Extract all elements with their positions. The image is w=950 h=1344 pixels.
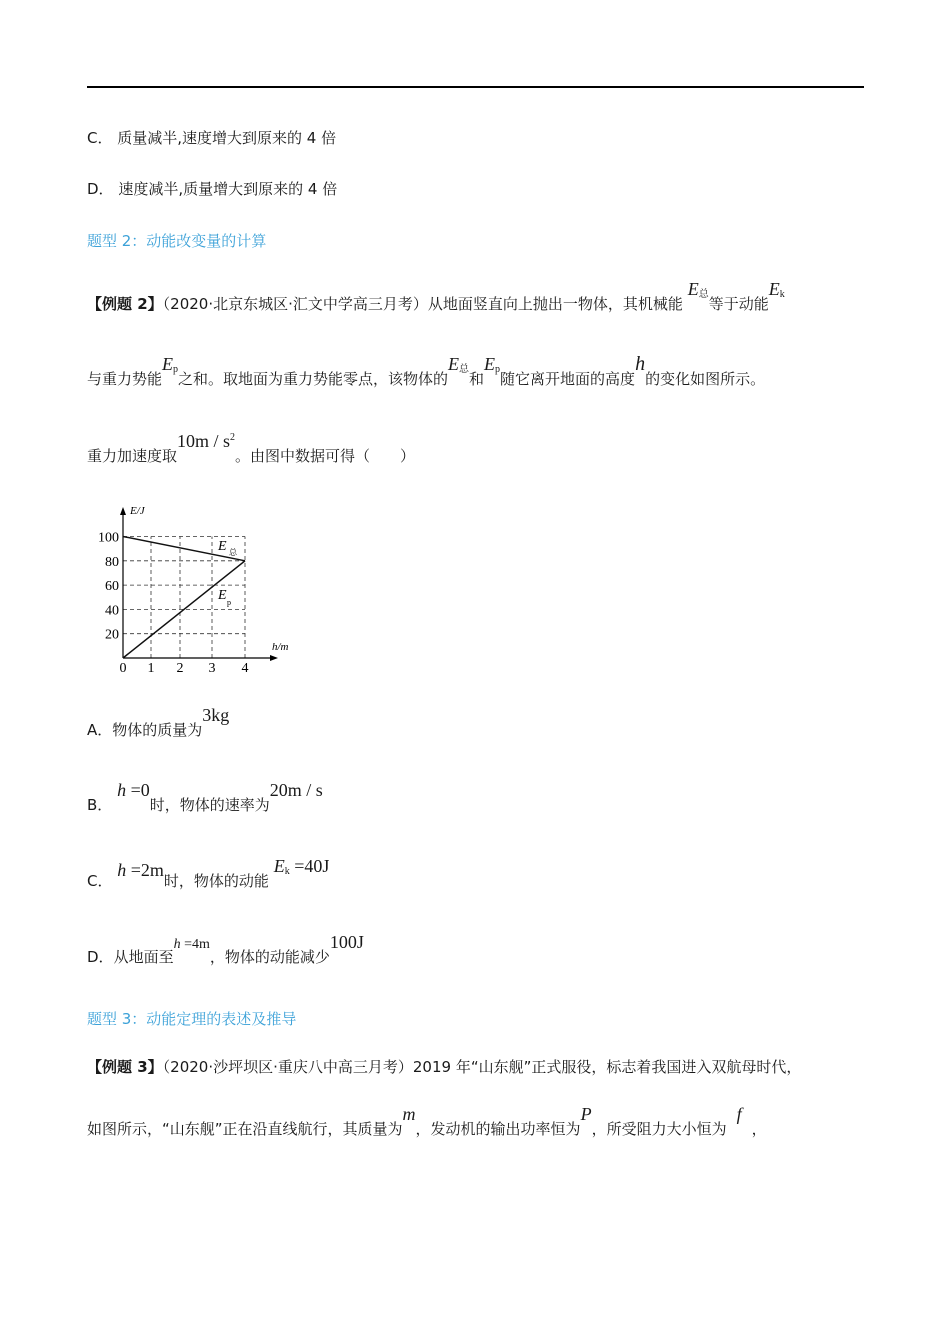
section-title-3: 题型 3：动能定理的表述及推导 (87, 1010, 297, 1028)
option-letter: C． (87, 129, 113, 147)
series-label: E (218, 539, 227, 554)
math-g: $10m / s^2$ (177, 431, 236, 451)
text: ，发动机的输出功率恒为 (415, 1120, 581, 1138)
text: 如图所示，“山东舰”正在沿直线航行，其质量为 (87, 1120, 403, 1138)
series-label-sub: 总 (229, 548, 237, 557)
option-text: 质量减半,速度增大到原来的 4 倍 (117, 129, 337, 147)
example3-line2 (87, 1104, 767, 1140)
y-tick-label: 20 (105, 627, 119, 643)
text: ，物体的动能减少 (209, 948, 330, 966)
text: 与重力势能 (87, 370, 163, 388)
math-ep: $E_p$ (162, 354, 179, 375)
x-tick-label: 2 (176, 661, 184, 676)
example2-line1 (87, 279, 785, 320)
math-h: h (635, 353, 646, 375)
option-letter: C． (87, 872, 113, 890)
math-e-total: $E_总$ (448, 354, 470, 375)
math-e-total: $E_总$ (687, 279, 709, 300)
y-tick-label: 100 (98, 530, 119, 546)
y-axis-label: E/J (130, 505, 145, 517)
option2-c (87, 856, 330, 897)
text: ，所受阻力大小恒为 (591, 1120, 727, 1138)
x-tick-label: 3 (208, 661, 216, 676)
option2-d (87, 932, 364, 970)
math-h-eq: h =0 (117, 780, 150, 800)
math-speed: 20m / s (269, 780, 323, 800)
header-rule (87, 86, 864, 88)
text: 时，物体的动能 (163, 872, 269, 890)
example2-line2 (87, 353, 766, 395)
text: 2019 年“山东舰”正式服役，标志着我国进入双航母时代， (412, 1058, 802, 1076)
text: 时，物体的速率为 (149, 796, 270, 814)
math-f: f (736, 1104, 742, 1124)
text: 和 (469, 370, 485, 388)
energy-height-chart (88, 498, 298, 678)
series-line (123, 537, 245, 561)
math-m: m (402, 1104, 416, 1124)
text: 物体的质量为 (112, 721, 203, 739)
series-label: E (218, 588, 227, 603)
option-letter: D． (87, 180, 114, 198)
text: 之和。取地面为重力势能零点，该物体的 (178, 370, 449, 388)
y-tick-label: 60 (105, 579, 119, 595)
option-letter: A． (87, 721, 113, 739)
math-ek: $E_k$ (768, 279, 785, 300)
math-p: P (580, 1104, 592, 1124)
math-h-eq: h =4m (173, 937, 210, 952)
y-tick-label: 80 (105, 554, 119, 570)
option-c (87, 127, 336, 149)
text: 随它离开地面的高度 (500, 370, 636, 388)
option-letter: D． (87, 948, 114, 966)
text: 。由图中数据可得（ ） (235, 447, 416, 465)
option2-a (87, 705, 230, 741)
example-label: 【例题 3】 (87, 1058, 163, 1076)
math-energy: 100J (329, 932, 364, 952)
example-label: 【例题 2】 (87, 295, 163, 313)
example-source: （2020·北京东城区·汇文中学高三月考） (162, 295, 428, 313)
option-letter: B． (87, 796, 113, 814)
math-mass: 3kg (202, 705, 230, 725)
series-label-sub: p (227, 598, 231, 607)
text: 的变化如图所示。 (645, 370, 766, 388)
x-axis-label: h/m (272, 641, 289, 653)
example2-line3 (87, 431, 416, 467)
example3-line1 (87, 1056, 801, 1078)
text: 等于动能 (708, 295, 769, 313)
text: ， (751, 1120, 767, 1138)
y-axis-arrow (120, 507, 126, 515)
example-source: （2020·沙坪坝区·重庆八中高三月考） (162, 1058, 413, 1076)
option-text: 速度减半,质量增大到原来的 4 倍 (118, 180, 338, 198)
section-title-2: 题型 2：动能改变量的计算 (87, 232, 267, 250)
math-ek-eq: $E_k =40J$ (273, 856, 330, 877)
x-axis-arrow (270, 655, 278, 661)
series-line (123, 561, 245, 658)
math-ep: $E_p$ (484, 354, 501, 375)
option-d (87, 178, 337, 200)
text: 从地面竖直向上抛出一物体，其机械能 (427, 295, 683, 313)
x-tick-label: 1 (147, 661, 155, 676)
text: 重力加速度取 (87, 447, 178, 465)
x-tick-label: 4 (241, 661, 249, 676)
x-tick-label: 0 (119, 661, 127, 676)
option2-b (87, 780, 323, 816)
math-h-eq: h =2m (117, 860, 164, 880)
text: 从地面至 (113, 948, 174, 966)
y-tick-label: 40 (105, 603, 119, 619)
